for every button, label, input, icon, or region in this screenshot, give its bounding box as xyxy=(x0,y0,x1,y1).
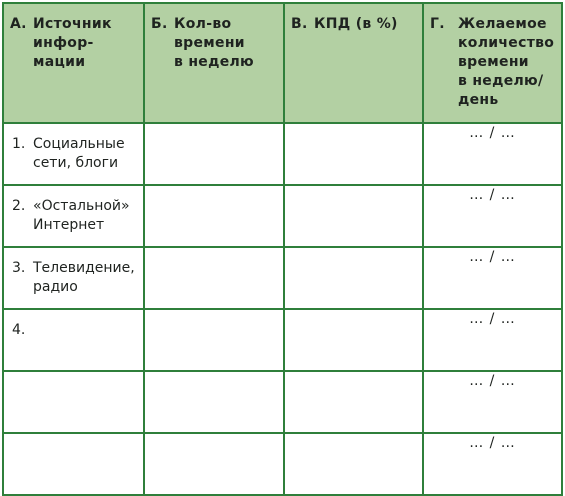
time-cell[interactable] xyxy=(144,247,284,309)
efficiency-cell[interactable] xyxy=(284,123,423,185)
source-line: Социальные xyxy=(33,136,125,152)
source-line: Телевидение, xyxy=(33,260,135,276)
row-number xyxy=(12,383,33,402)
header-time-per-week xyxy=(144,3,284,123)
table-row xyxy=(3,371,562,433)
desired-time-cell[interactable]: … / … xyxy=(423,309,562,371)
header-line: в неделю xyxy=(174,54,254,70)
time-cell[interactable] xyxy=(144,185,284,247)
header-line: времени xyxy=(174,35,245,51)
source-cell[interactable] xyxy=(3,433,144,495)
header-row xyxy=(3,3,562,123)
header-line: времени xyxy=(458,54,529,70)
efficiency-cell[interactable] xyxy=(284,433,423,495)
header-line: количество xyxy=(458,35,555,51)
source-line: «Остальной» xyxy=(33,198,130,214)
header-line: Кол-во xyxy=(174,16,232,32)
source-cell xyxy=(3,247,144,309)
desired-time-cell[interactable]: … / … xyxy=(423,185,562,247)
header-line: в неделю/ xyxy=(458,73,544,89)
time-cell[interactable] xyxy=(144,433,284,495)
header-letter: Г. xyxy=(430,16,445,32)
time-usage-table xyxy=(2,2,563,496)
desired-time-cell[interactable]: … / … xyxy=(423,123,562,185)
header-efficiency xyxy=(284,3,423,123)
source-line: сети, блоги xyxy=(33,155,119,171)
header-line: инфор- xyxy=(33,35,94,51)
row-number: 4. xyxy=(12,322,26,338)
efficiency-cell[interactable] xyxy=(284,185,423,247)
row-number: 1. xyxy=(12,136,26,152)
table-row xyxy=(3,247,562,309)
time-cell[interactable] xyxy=(144,309,284,371)
efficiency-cell[interactable] xyxy=(284,247,423,309)
time-cell[interactable] xyxy=(144,123,284,185)
source-cell[interactable] xyxy=(3,309,144,371)
time-cell[interactable] xyxy=(144,371,284,433)
desired-time-cell[interactable]: … / … xyxy=(423,433,562,495)
table-row xyxy=(3,309,562,371)
efficiency-cell[interactable] xyxy=(284,371,423,433)
desired-time-cell[interactable]: … / … xyxy=(423,371,562,433)
source-line: Интернет xyxy=(33,217,105,233)
source-cell xyxy=(3,185,144,247)
header-letter: А. xyxy=(10,16,27,32)
table-row xyxy=(3,185,562,247)
header-line: день xyxy=(458,92,499,108)
header-line: Источник xyxy=(33,16,112,32)
table-row xyxy=(3,123,562,185)
desired-time-cell[interactable]: … / … xyxy=(423,247,562,309)
efficiency-cell[interactable] xyxy=(284,309,423,371)
header-line: КПД (в %) xyxy=(314,16,398,32)
header-source xyxy=(3,3,144,123)
header-line: Желаемое xyxy=(458,16,547,32)
source-line: радио xyxy=(33,279,78,295)
table-row xyxy=(3,433,562,495)
row-number: 3. xyxy=(12,260,26,276)
header-letter: Б. xyxy=(151,16,168,32)
source-cell xyxy=(3,123,144,185)
header-letter: В. xyxy=(291,16,308,32)
row-number xyxy=(12,445,33,464)
source-cell[interactable] xyxy=(3,371,144,433)
row-number: 2. xyxy=(12,198,26,214)
header-desired-time xyxy=(423,3,562,123)
header-line: мации xyxy=(33,54,86,70)
